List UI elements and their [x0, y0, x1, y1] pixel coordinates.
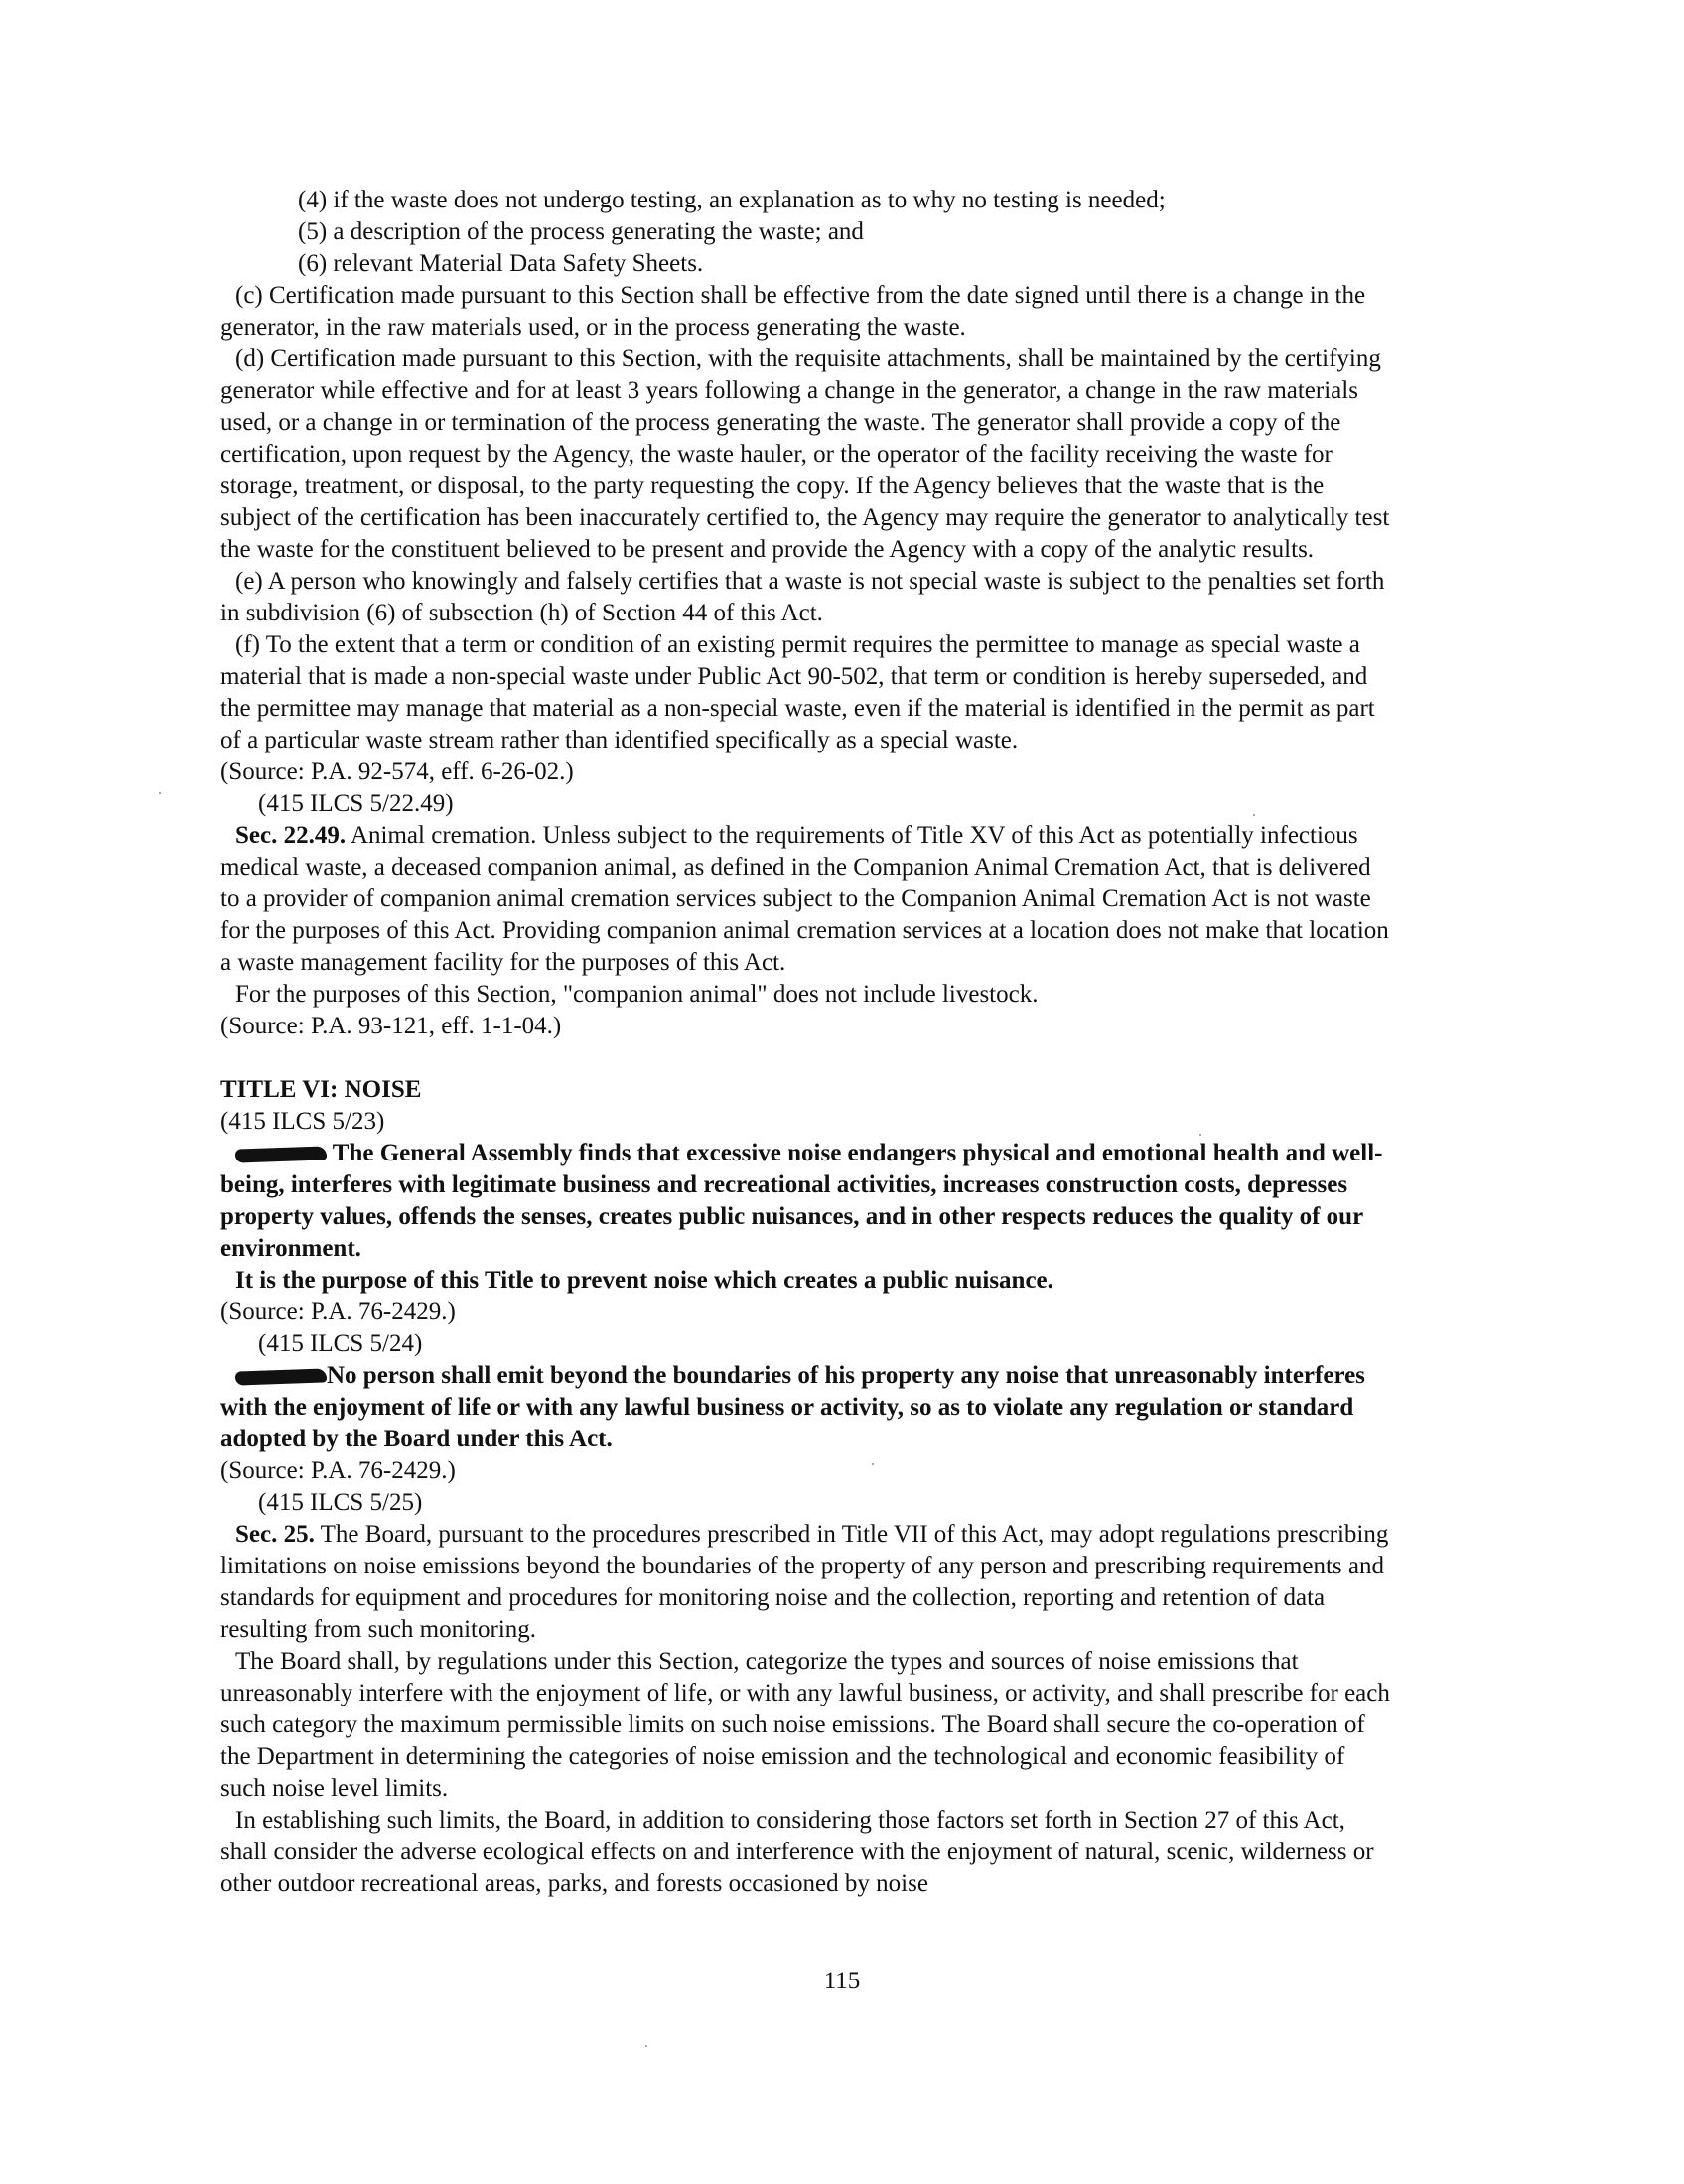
section-23 [220, 1138, 1392, 1265]
list-item-5: (5) a description of the process generating the waste; and [298, 218, 864, 245]
section-22-49-paragraph-2: For the purposes of this Section, "companion animal" does not include livestock. [235, 981, 1039, 1008]
paragraph-c: (c) Certification made pursuant to this Section shall be effective from the date signed until there is a change in the generator, in the raw materials used, or in the process generating the waste. [220, 282, 1366, 341]
section-heading: Sec. 25. [235, 1521, 315, 1548]
ilcs-citation: (415 ILCS 5/24) [258, 1330, 423, 1357]
section-heading: Sec. 22.49. [235, 822, 347, 849]
paragraph-e: (e) A person who knowingly and falsely certifies that a waste is not special waste is subject to the penalties set forth in subdivision (6) of subsection (h) of Section 44 of this Act. [220, 568, 1385, 626]
source-citation: (Source: P.A. 76-2429.) [220, 1457, 456, 1484]
section-body: No person shall emit beyond the boundaries of his property any noise that unreasonably interferes with the enjoyment of life or with any lawful business or activity, so as to violate any regulation or standard adopted by the Board under this Act. [220, 1362, 1365, 1452]
page-number: 115 [823, 1968, 861, 1994]
section-body: Animal cremation. Unless subject to the requirements of Title XV of this Act as potentially infectious medical waste, a deceased companion animal, as defined in the Companion Animal Cremation Act, that is delivered to a provider of companion animal cremation services subject to the Companion Animal Cremation Act is not waste for the purposes of this Act. Providing companion animal cremation services at a location does not make that location a waste management facility for the purposes of this Act. [220, 822, 1389, 976]
redaction-mark [235, 1147, 327, 1163]
document-page [220, 185, 1392, 1900]
list-item-4: (4) if the waste does not undergo testing, an explanation as to why no testing is needed; [298, 187, 1166, 213]
scan-speck [159, 792, 161, 794]
ilcs-citation: (415 ILCS 5/23) [220, 1108, 385, 1135]
ilcs-citation: (415 ILCS 5/22.49) [258, 790, 454, 817]
title-heading: TITLE VI: NOISE [220, 1076, 422, 1103]
section-22-49 [220, 820, 1392, 979]
source-citation: (Source: P.A. 93-121, eff. 1-1-04.) [220, 1013, 562, 1039]
section-body: The General Assembly finds that excessive noise endangers physical and emotional health and well-being, interferes with legitimate business and recreational activities, increases construction costs, depresses property values, offends the senses, creates public nuisances, and in other respects reduces the quality of our environment. [220, 1140, 1383, 1262]
spacer [220, 1042, 1392, 1074]
scan-speck [872, 1463, 874, 1465]
section-23-paragraph-2: It is the purpose of this Title to prevent noise which creates a public nuisance. [235, 1267, 1053, 1294]
section-24 [220, 1360, 1392, 1455]
paragraph-d: (d) Certification made pursuant to this Section, with the requisite attachments, shall be maintained by the certifying generator while effective and for at least 3 years following a change in the generator, a change in the raw materials used, or a change in or termination of the process generating the waste. The generator shall provide a copy of the certification, upon request by the Agency, the waste hauler, or the operator of the facility receiving the waste for storage, treatment, or disposal, to the party requesting the copy. If the Agency believes that the waste that is the subject of the certification has been inaccurately certified to, the Agency may require the generator to analytically test the waste for the constituent believed to be present and provide the Agency with a copy of the analytic results. [220, 345, 1390, 563]
ilcs-citation: (415 ILCS 5/25) [258, 1489, 423, 1516]
paragraph-f: (f) To the extent that a term or condition of an existing permit requires the permittee to manage as special waste a material that is made a non-special waste under Public Act 90-502, that term or condition is hereby superseded, and the permittee may manage that material as a non-special waste, even if the material is identified in the permit as part of a particular waste stream rather than identified specifically as a special waste. [220, 631, 1375, 753]
section-25-paragraph-3: In establishing such limits, the Board, in addition to considering those factors set forth in Section 27 of this Act, shall consider the adverse ecological effects on and interference with the enjoyment of natural, scenic, wilderness or other outdoor recreational areas, parks, and forests occasioned by noise [220, 1807, 1374, 1897]
section-25-paragraph-2: The Board shall, by regulations under this Section, categorize the types and sources of noise emissions that unreasonably interfere with the enjoyment of life, or with any lawful business, or activity, and shall prescribe for each such category the maximum permissible limits on such noise emissions. The Board shall secure the co-operation of the Department in determining the categories of noise emission and the technological and economic feasibility of such noise level limits. [220, 1648, 1390, 1802]
list-item-6: (6) relevant Material Data Safety Sheets. [298, 250, 704, 277]
scan-speck [645, 2045, 647, 2047]
source-citation: (Source: P.A. 76-2429.) [220, 1298, 456, 1325]
redaction-mark [235, 1369, 327, 1386]
section-25 [220, 1519, 1392, 1646]
scan-speck [1253, 814, 1255, 816]
source-citation: (Source: P.A. 92-574, eff. 6-26-02.) [220, 758, 574, 785]
scan-speck [1199, 1134, 1201, 1136]
section-body: The Board, pursuant to the procedures prescribed in Title VII of this Act, may adopt regulations prescribing limitations on noise emissions beyond the boundaries of the property of any person and prescribing requirements and standards for equipment and procedures for monitoring noise and the collection, reporting and retention of data resulting from such monitoring. [220, 1521, 1389, 1643]
